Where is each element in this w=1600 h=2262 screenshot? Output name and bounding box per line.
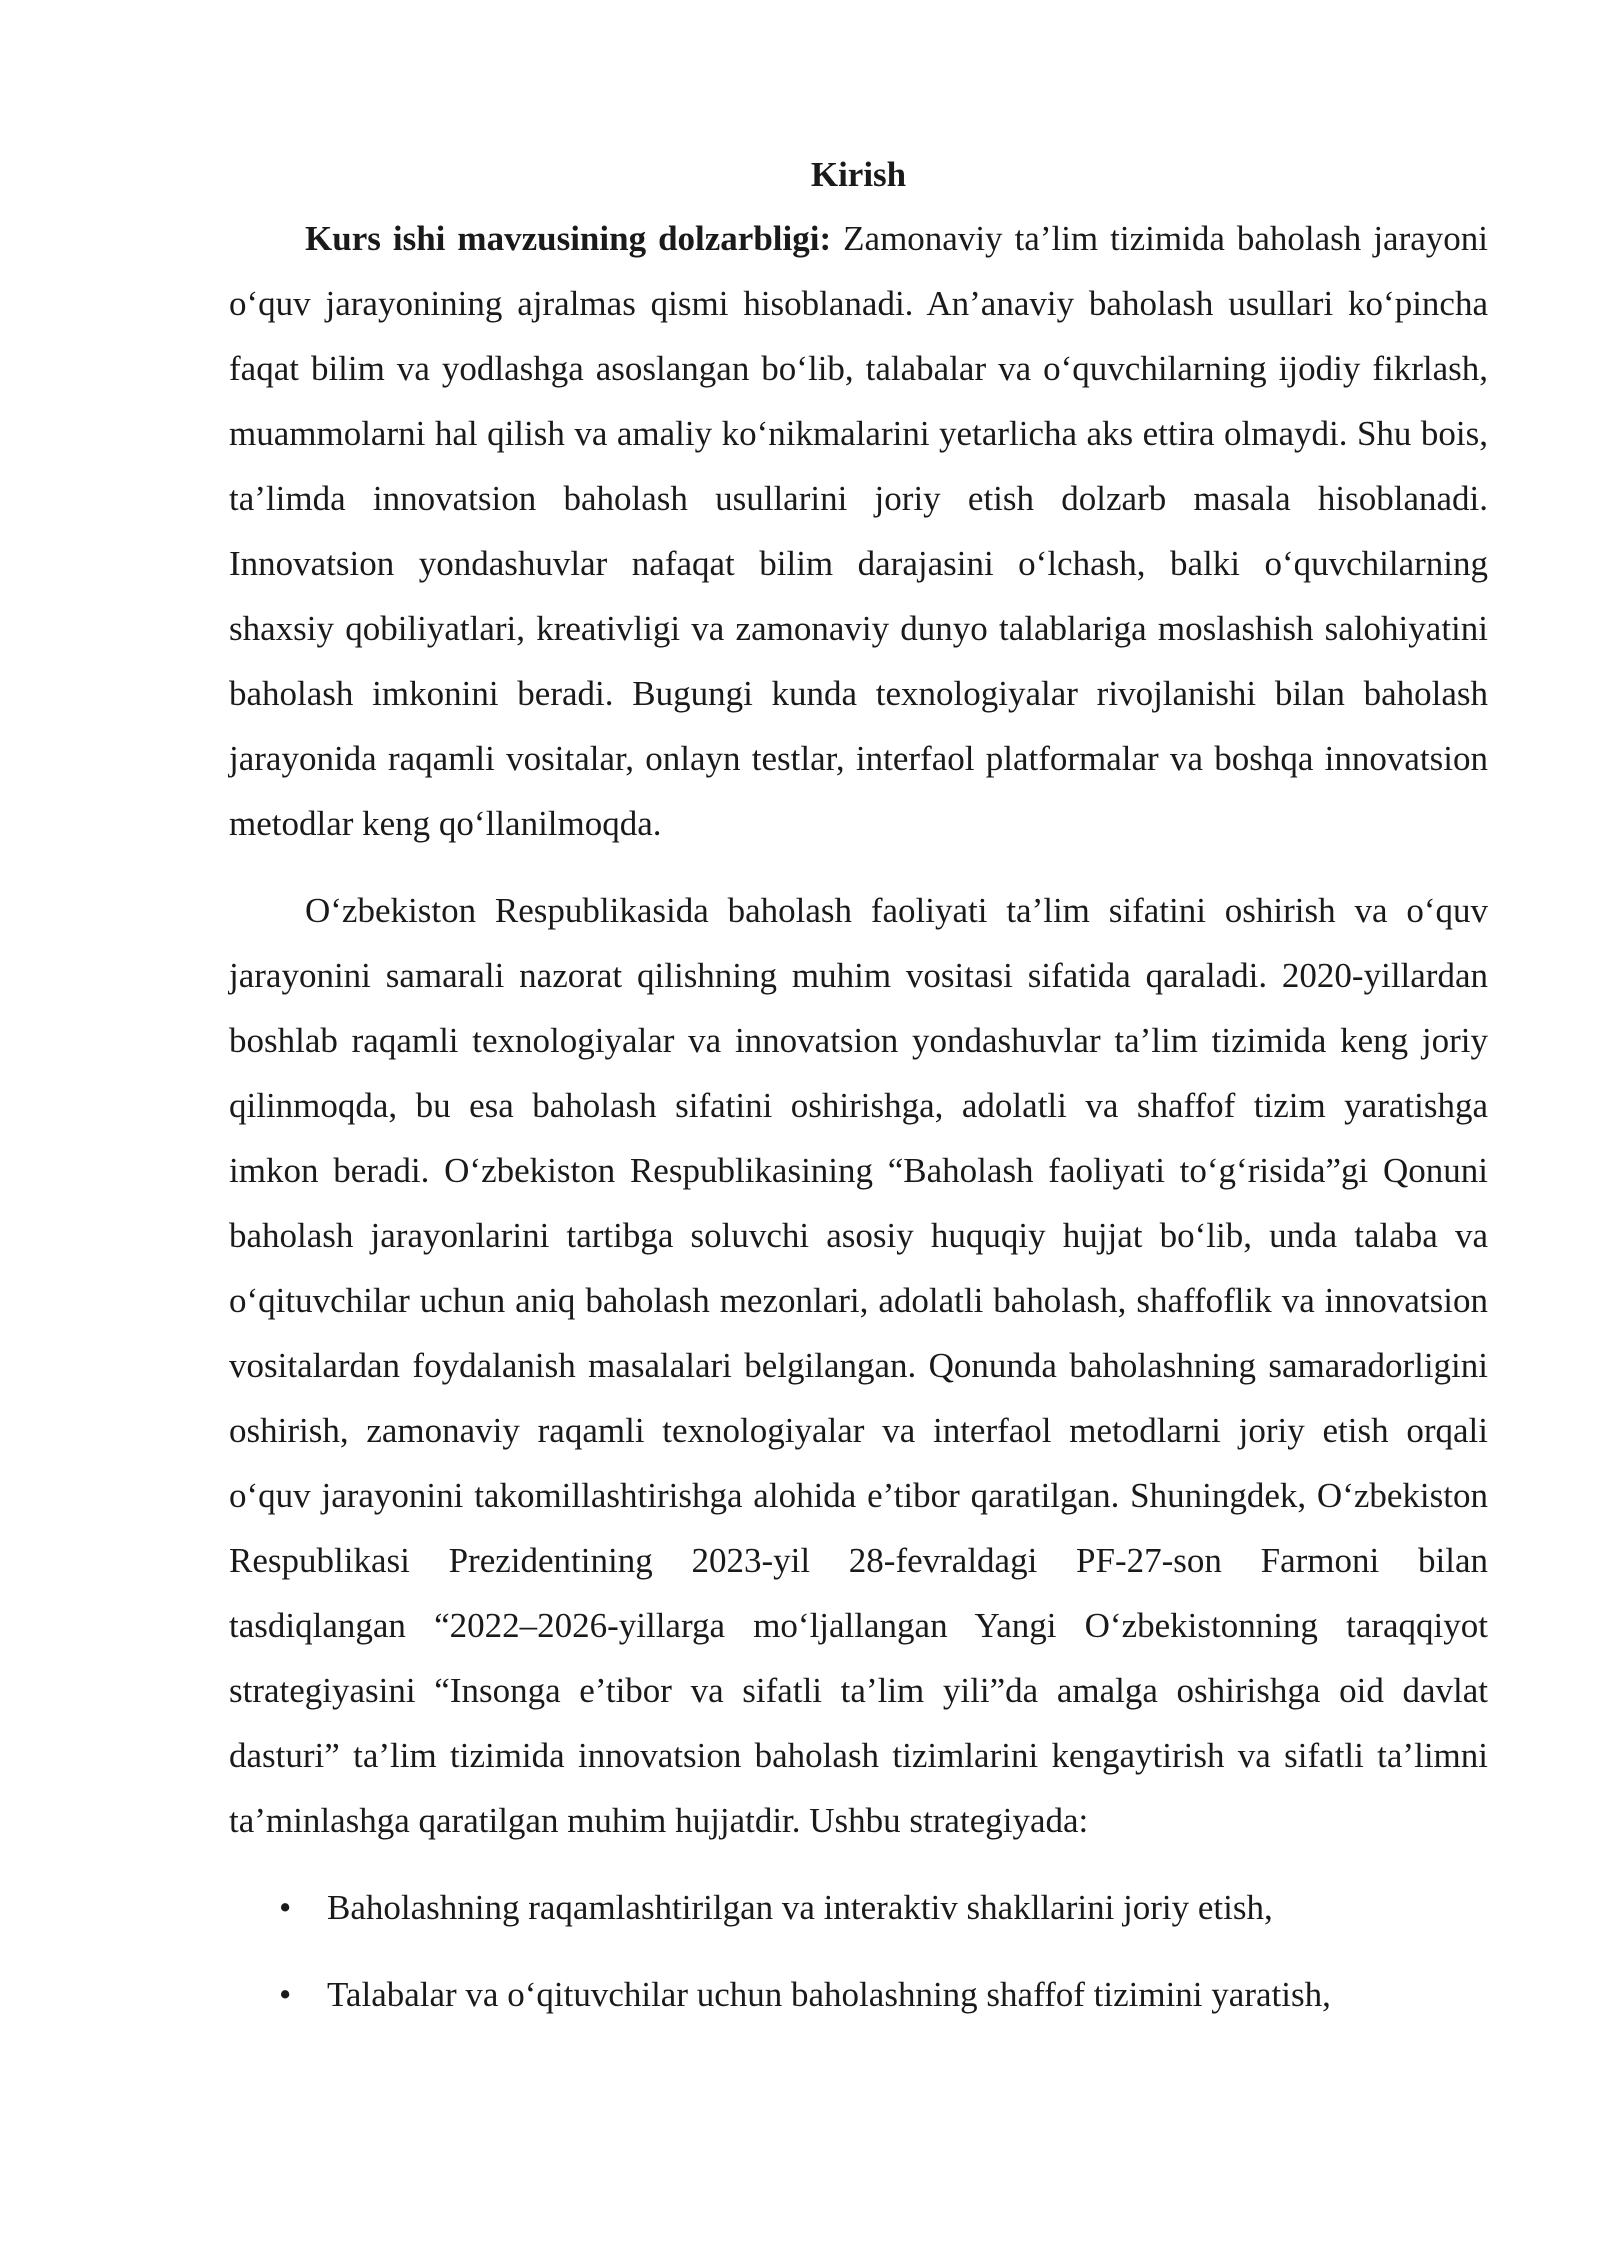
strategy-bullet-list — [229, 1875, 1488, 2027]
paragraph-lead: Kurs ishi mavzusining dolzarbligi: — [305, 219, 832, 258]
bullet-item — [229, 1875, 1488, 1940]
bullet-icon: • — [279, 1975, 292, 2014]
bullet-text: Talabalar va o‘qituvchilar uchun baholashning shaffof tizimini yaratish, — [327, 1975, 1331, 2014]
bullet-text: Baholashning raqamlashtirilgan va interaktiv shakllarini joriy etish, — [327, 1888, 1273, 1927]
paragraph-relevance — [229, 206, 1488, 856]
paragraph-legislation: O‘zbekiston Respublikasida baholash faoliyati ta’lim sifatini oshirish va o‘quv jarayonini samarali nazorat qilishning muhim vositasi sifatida qaraladi. 2020-yillardan boshlab raqamli texnologiyalar va innovatsion yondashuvlar ta’lim tizimida keng joriy qilinmoqda, bu esa baholash sifatini oshirishga, adolatli va shaffof tizim yaratishga imkon beradi. O‘zbekiston Respublikasining “Baholash faoliyati to‘g‘risida”gi Qonuni baholash jarayonlarini tartibga soluvchi asosiy huquqiy hujjat bo‘lib, unda talaba va o‘qituvchilar uchun aniq baholash mezonlari, adolatli baholash, shaffoflik va innovatsion vositalardan foydalanish masalalari belgilangan. Qonunda baholashning samaradorligini oshirish, zamonaviy raqamli texnologiyalar va interfaol metodlarni joriy etish orqali o‘quv jarayonini takomillashtirishga alohida e’tibor qaratilgan. Shuningdek, O‘zbekiston Respublikasi Prezidentining 2023-yil 28-fevraldagi PF-27-son Farmoni bilan tasdiqlangan “2022–2026-yillarga mo‘ljallangan Yangi O‘zbekistonning taraqqiyot strategiyasini “Insonga e’tibor va sifatli ta’lim yili”da amalga oshirishga oid davlat dasturi” ta’lim tizimida innovatsion baholash tizimlarini kengaytirish va sifatli ta’limni ta’minlashga qaratilgan muhim hujjatdir. Ushbu strategiyada: — [229, 891, 1488, 1840]
bullet-item — [229, 1962, 1488, 2027]
document-page — [229, 148, 1488, 2049]
bullet-icon: • — [279, 1888, 292, 1927]
section-heading: Kirish — [810, 155, 907, 194]
paragraph-body: Zamonaviy ta’lim tizimida baholash jarayoni o‘quv jarayonining ajralmas qismi hisoblanadi. An’anaviy baholash usullari ko‘pincha faqat bilim va yodlashga asoslangan bo‘lib, talabalar va o‘quvchilarning ijodiy fikrlash, muammolarni hal qilish va amaliy ko‘nikmalarini yetarlicha aks ettira olmaydi. Shu bois, ta’limda innovatsion baholash usullarini joriy etish dolzarb masala hisoblanadi. Innovatsion yondashuvlar nafaqat bilim darajasini o‘lchash, balki o‘quvchilarning shaxsiy qobiliyatlari, kreativligi va zamonaviy dunyo talablariga moslashish salohiyatini baholash imkonini beradi. Bugungi kunda texnologiyalar rivojlanishi bilan baholash jarayonida raqamli vositalar, onlayn testlar, interfaol platformalar va boshqa innovatsion metodlar keng qo‘llanilmoqda. — [229, 219, 1488, 843]
